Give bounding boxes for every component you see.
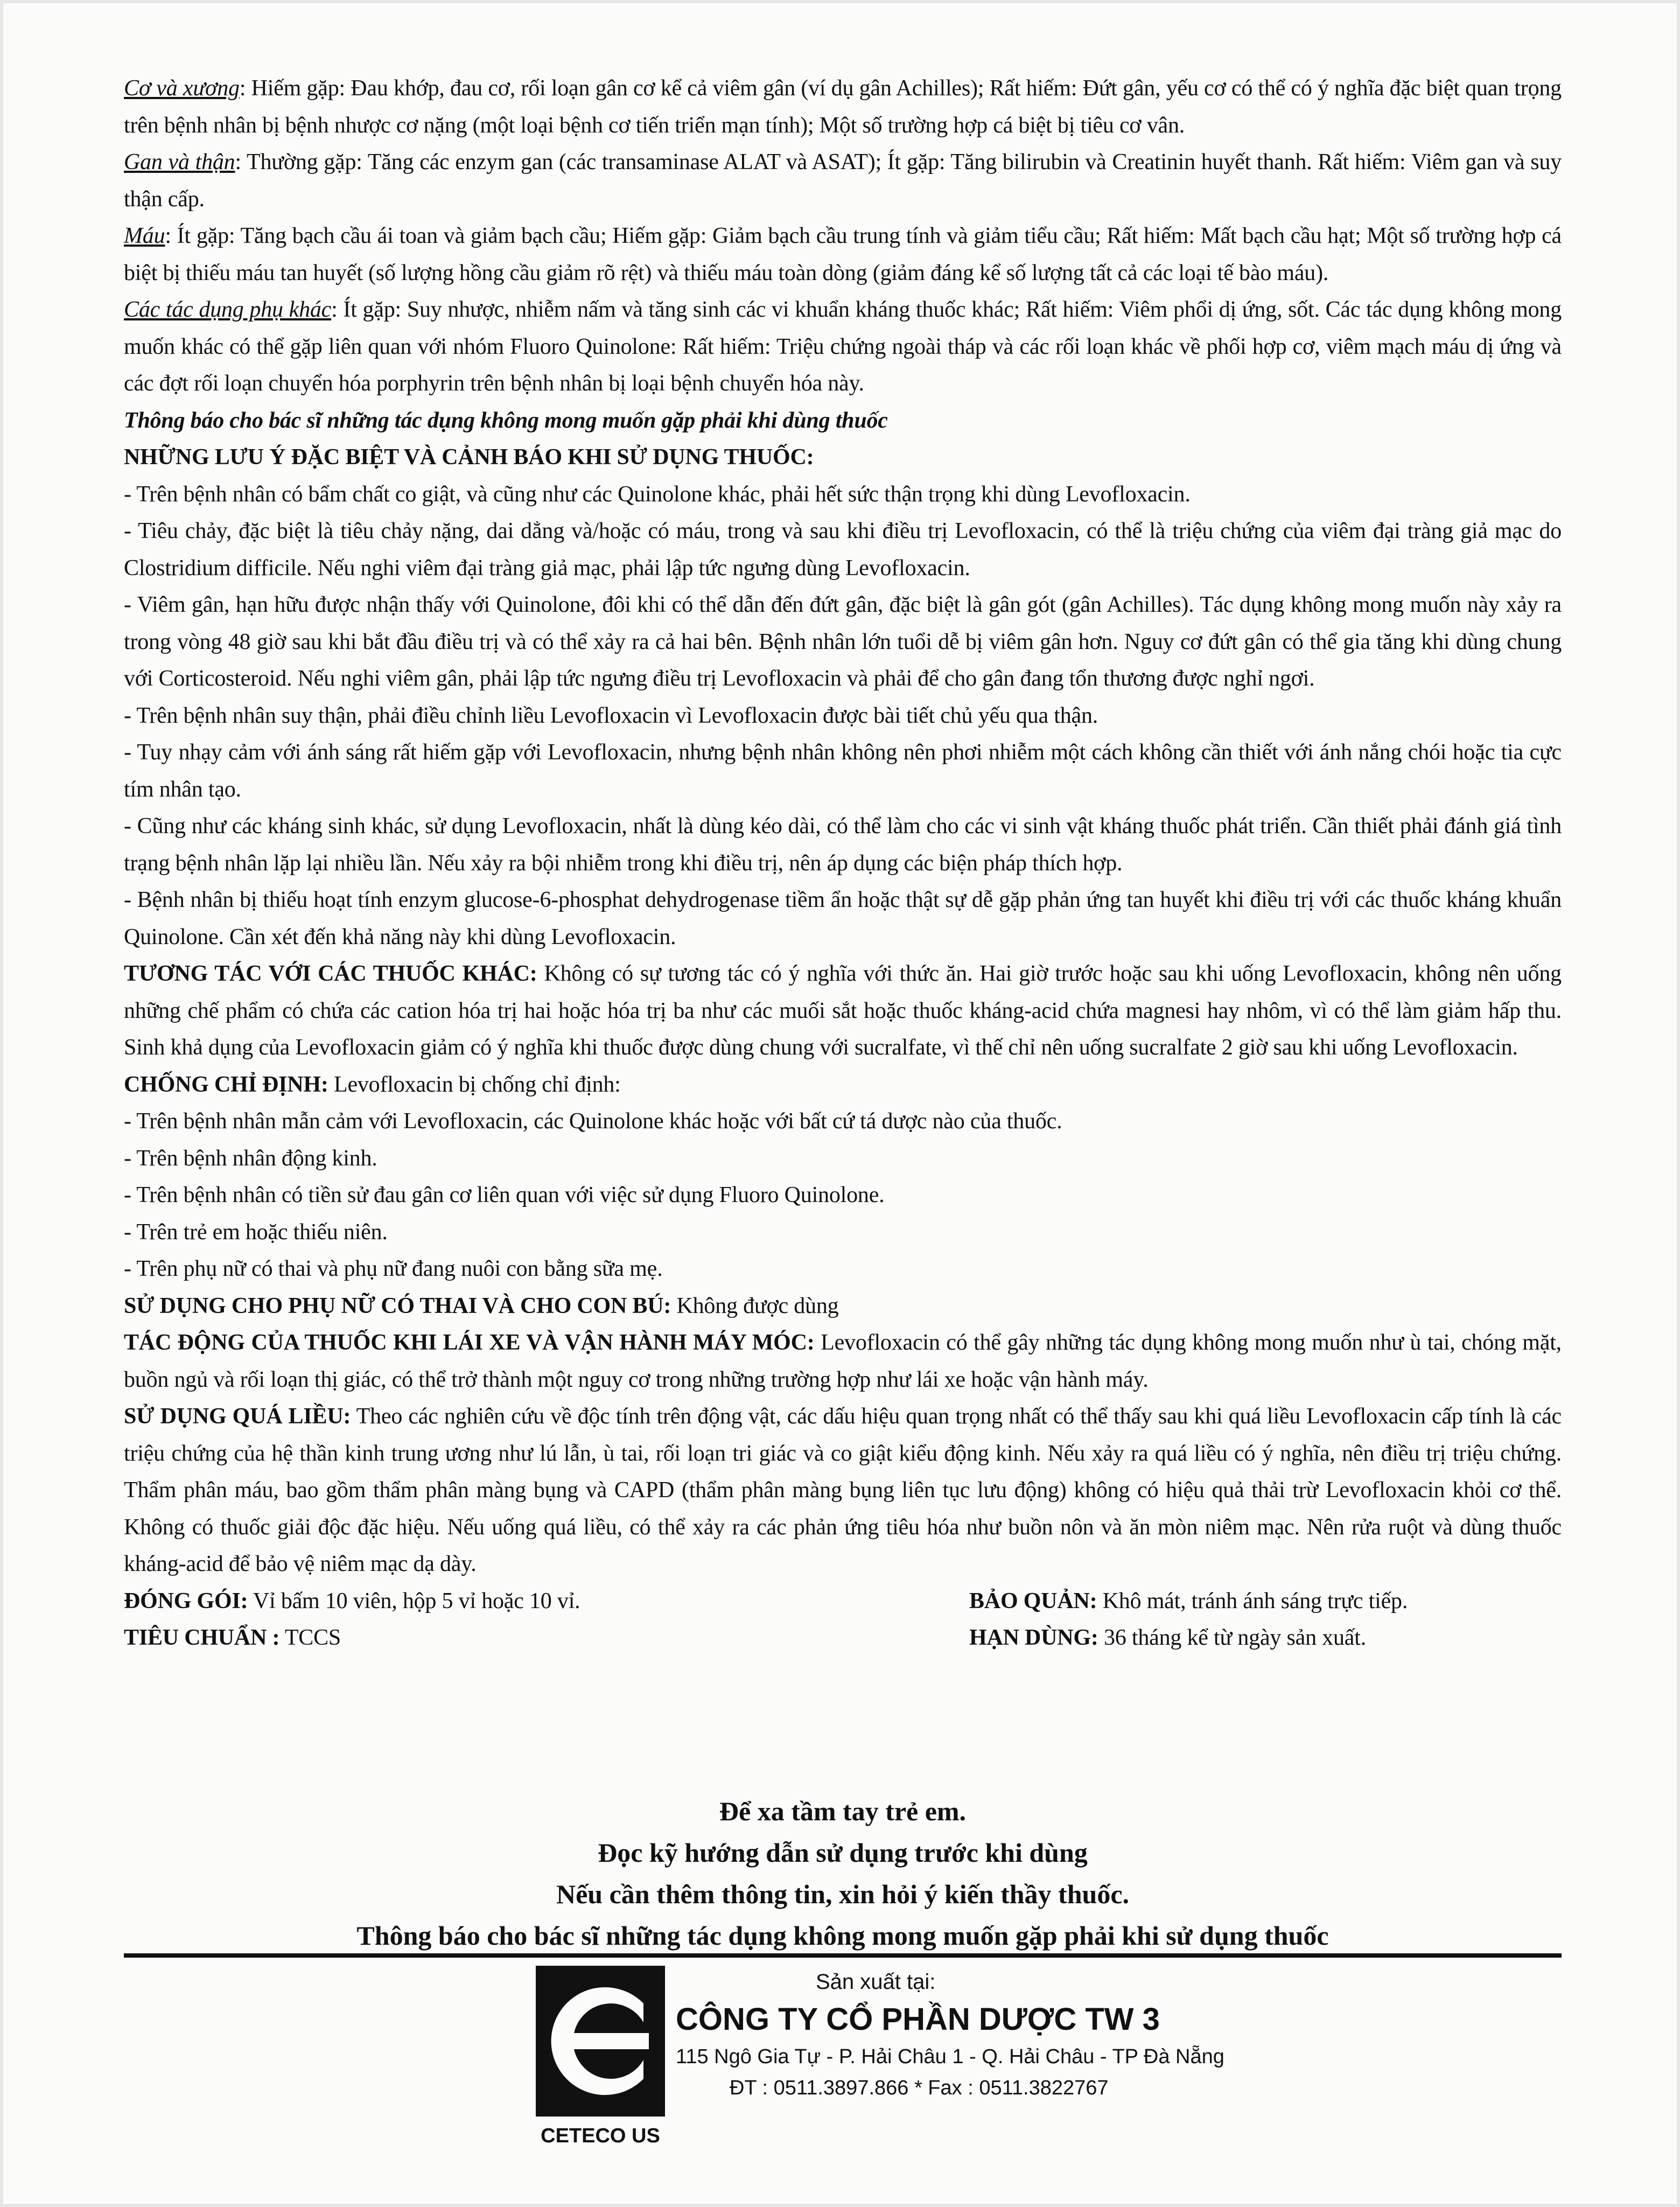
section-text: Levofloxacin bị chống chỉ định: xyxy=(328,1072,621,1097)
blood-paragraph xyxy=(124,218,1562,291)
standard xyxy=(124,1619,824,1657)
packaging-storage-row xyxy=(124,1583,1562,1620)
footer-note: Nếu cần thêm thông tin, xin hỏi ý kiến thầy thuốc. xyxy=(556,1879,1130,1909)
section-text: Vỉ bấm 10 viên, hộp 5 vỉ hoặc 10 vỉ. xyxy=(248,1588,580,1614)
contraindication-item: - Trên phụ nữ có thai và phụ nữ đang nuôi con bằng sữa mẹ. xyxy=(124,1256,663,1281)
other-effects-paragraph xyxy=(124,291,1562,402)
footer-note: Để xa tầm tay trẻ em. xyxy=(719,1796,967,1826)
leaflet-body xyxy=(124,70,1562,1657)
section-heading: TIÊU CHUẨN : xyxy=(124,1625,280,1650)
section-text: 36 tháng kể từ ngày sản xuất. xyxy=(1098,1625,1367,1650)
contraindications-paragraph xyxy=(124,1066,1562,1104)
section-text: : Hiếm gặp: Đau khớp, đau cơ, rối loạn gân cơ kể cả viêm gân (ví dụ gân Achilles); Rất hiếm: Đứt gân, yếu cơ có thể có ý nghĩa đặc biệt quan trọng trên bệnh nhân bị bệnh nhược cơ nặng (một loại bệnh cơ tiến triển mạn tính); Một số trường hợp cá biệt bị tiêu cơ vân. xyxy=(124,76,1562,138)
section-text: Khô mát, tránh ánh sáng trực tiếp. xyxy=(1097,1588,1408,1614)
expiry xyxy=(969,1619,1562,1657)
section-heading: TÁC ĐỘNG CỦA THUỐC KHI LÁI XE VÀ VẬN HÀNH MÁY MÓC: xyxy=(124,1330,815,1355)
section-text: Levofloxacin có thể gây những tác dụng không mong muốn như ù tai, chóng mặt, buồn ngủ và rối loạn thị giác, có thể trở thành một nguy cơ trong những trường hợp như lái xe hoặc vận hành máy. xyxy=(124,1330,1562,1392)
musculoskeletal-paragraph xyxy=(124,70,1562,144)
contraindication-item: - Trên bệnh nhân mẫn cảm với Levofloxacin, các Quinolone khác hoặc với bất cứ tá dược nào của thuốc. xyxy=(124,1109,1062,1134)
warnings-heading: NHỮNG LƯU Ý ĐẶC BIỆT VÀ CẢNH BÁO KHI SỬ DỤNG THUỐC: xyxy=(124,445,814,470)
section-heading: CHỐNG CHỈ ĐỊNH: xyxy=(124,1072,328,1097)
pregnancy-paragraph xyxy=(124,1288,1562,1325)
section-text: Không được dùng xyxy=(671,1293,839,1318)
warning-item: - Trên bệnh nhân suy thận, phải điều chỉnh liều Levofloxacin vì Levofloxacin được bài tiết chủ yếu qua thận. xyxy=(124,703,1098,728)
section-heading: Máu xyxy=(124,224,165,248)
warning-item: - Trên bệnh nhân có bẩm chất co giật, và cũng như các Quinolone khác, phải hết sức thận trọng khi dùng Levofloxacin. xyxy=(124,481,1191,507)
section-heading: SỬ DỤNG CHO PHỤ NỮ CÓ THAI VÀ CHO CON BÚ: xyxy=(124,1293,671,1318)
manufacturer-label: Sản xuất tại: xyxy=(816,1970,936,1994)
section-heading: HẠN DÙNG: xyxy=(969,1625,1098,1650)
divider-rule xyxy=(124,1953,1562,1958)
section-heading: Các tác dụng phụ khác xyxy=(124,297,332,322)
footer-note: Đọc kỹ hướng dẫn sử dụng trước khi dùng xyxy=(598,1838,1088,1868)
company-address: 115 Ngô Gia Tự - P. Hải Châu 1 - Q. Hải Châu - TP Đà Nẵng xyxy=(676,2045,1224,2068)
section-text: : Thường gặp: Tăng các enzym gan (các transaminase ALAT và ASAT); Ít gặp: Tăng bilirubin và Creatinin huyết thanh. Rất hiếm: Viêm gan và suy thận cấp. xyxy=(124,150,1562,212)
section-heading: BẢO QUẢN: xyxy=(969,1588,1097,1614)
interactions-paragraph xyxy=(124,955,1562,1066)
section-heading: ĐÓNG GÓI: xyxy=(124,1588,248,1614)
footer-notes xyxy=(124,1791,1562,1957)
section-text: Không có sự tương tác có ý nghĩa với thức ăn. Hai giờ trước hoặc sau khi uống Levofloxacin, không nên uống những chế phẩm có chứa các cation hóa trị hai hoặc hóa trị ba như các muối sắt hoặc thuốc kháng-acid chứa magnesi hay nhôm, vì có thể làm giảm hấp thu. Sinh khả dụng của Levofloxacin giảm có ý nghĩa khi thuốc được dùng chung với sucralfate, vì thế chỉ nên uống sucralfate 2 giờ sau khi uống Levofloxacin. xyxy=(124,961,1562,1060)
footer-note: Thông báo cho bác sĩ những tác dụng không mong muốn gặp phải khi sử dụng thuốc xyxy=(356,1920,1329,1951)
packaging xyxy=(124,1583,824,1620)
section-heading: TƯƠNG TÁC VỚI CÁC THUỐC KHÁC: xyxy=(124,961,537,986)
warning-item: - Tuy nhạy cảm với ánh sáng rất hiếm gặp với Levofloxacin, nhưng bệnh nhân không nên phơi nhiễm một cách không cần thiết với ánh nắng chói hoặc tia cực tím nhân tạo. xyxy=(124,740,1562,802)
section-heading: Cơ và xương xyxy=(124,76,240,101)
contraindication-item: - Trên bệnh nhân có tiền sử đau gân cơ liên quan với việc sử dụng Fluoro Quinolone. xyxy=(124,1183,885,1207)
warning-item: - Viêm gân, hạn hữu được nhận thấy với Quinolone, đôi khi có thể dẫn đến đứt gân, đặc biệt là gân gót (gân Achilles). Tác dụng không mong muốn này xảy ra trong vòng 48 giờ sau khi bắt đầu điều trị và có thể xảy ra cả hai bên. Bệnh nhân lớn tuổi dễ bị viêm gân hơn. Nguy cơ đứt gân có thể gia tăng khi dùng chung với Corticosteroid. Nếu nghi viêm gân, phải lập tức ngưng điều trị Levofloxacin và phải để cho gân đang tổn thương được nghỉ ngơi. xyxy=(124,592,1562,691)
section-text: : Ít gặp: Tăng bạch cầu ái toan và giảm bạch cầu; Hiếm gặp: Giảm bạch cầu trung tính và giảm tiểu cầu; Rất hiếm: Mất bạch cầu hạt; Một số trường hợp cá biệt bị thiếu máu tan huyết (số lượng hồng cầu giảm rõ rệt) và thiếu máu toàn dòng (giảm đáng kể số lượng tất cả các loại tế bào máu). xyxy=(124,224,1562,285)
section-text: Theo các nghiên cứu về độc tính trên động vật, các dấu hiệu quan trọng nhất có thể thấy sau khi quá liều Levofloxacin cấp tính là các triệu chứng của hệ thần kinh trung ương như lú lẫn, ù tai, rối loạn tri giác và co giật kiểu động kinh. Nếu xảy ra quá liều có ý nghĩa, nên điều trị triệu chứng. Thẩm phân máu, bao gồm thẩm phân màng bụng và CAPD (thẩm phân màng bụng liên tục lưu động) không có hiệu quả thải trừ Levofloxacin khỏi cơ thể. Không có thuốc giải độc đặc hiệu. Nếu uống quá liều, có thể xảy ra các phản ứng tiêu hóa như buồn nôn và ăn mòn niêm mạc. Nên rửa ruột và dùng thuốc kháng-acid để bảo vệ niêm mạc dạ dày. xyxy=(124,1404,1562,1576)
company-name: CÔNG TY CỔ PHẦN DƯỢC TW 3 xyxy=(676,2002,1160,2037)
liver-kidney-paragraph xyxy=(124,144,1562,218)
storage xyxy=(969,1583,1562,1620)
warning-item: - Tiêu chảy, đặc biệt là tiêu chảy nặng, dai dẳng và/hoặc có máu, trong và sau khi điều trị Levofloxacin, có thể là triệu chứng của viêm đại tràng giả mạc do Clostridium difficile. Nếu nghi viêm đại tràng giả mạc, phải lập tức ngưng dùng Levofloxacin. xyxy=(124,519,1562,581)
logo-caption: CETECO US xyxy=(541,2125,660,2147)
standard-expiry-row xyxy=(124,1619,1562,1657)
driving-paragraph xyxy=(124,1324,1562,1398)
section-heading: SỬ DỤNG QUÁ LIỀU: xyxy=(124,1404,351,1429)
manufacturer-block xyxy=(676,1966,1268,2104)
company-logo-icon xyxy=(536,1966,665,2117)
company-phone: ĐT : 0511.3897.866 * Fax : 0511.3822767 xyxy=(730,2077,1109,2099)
contraindication-item: - Trên bệnh nhân động kinh. xyxy=(124,1146,377,1171)
warning-item: - Bệnh nhân bị thiếu hoạt tính enzym glucose-6-phosphat dehydrogenase tiềm ẩn hoặc thật sự dễ gặp phản ứng tan huyết khi điều trị với các thuốc kháng khuẩn Quinolone. Cần xét đến khả năng này khi dùng Levofloxacin. xyxy=(124,888,1562,949)
section-text: TCCS xyxy=(279,1625,341,1650)
warning-item: - Cũng như các kháng sinh khác, sử dụng Levofloxacin, nhất là dùng kéo dài, có thể làm cho các vi sinh vật kháng thuốc phát triển. Cần thiết phải đánh giá tình trạng bệnh nhân lặp lại nhiều lần. Nếu xảy ra bội nhiễm trong khi điều trị, nên áp dụng các biện pháp thích hợp. xyxy=(124,814,1562,876)
adverse-notice: Thông báo cho bác sĩ những tác dụng không mong muốn gặp phải khi dùng thuốc xyxy=(124,408,888,433)
contraindication-item: - Trên trẻ em hoặc thiếu niên. xyxy=(124,1219,388,1245)
section-heading: Gan và thận xyxy=(124,150,235,174)
section-text: : Ít gặp: Suy nhược, nhiễm nấm và tăng sinh các vi khuẩn kháng thuốc khác; Rất hiếm: Viêm phổi dị ứng, sốt. Các tác dụng không mong muốn khác có thể gặp liên quan với nhóm Fluoro Quinolone: Rất hiếm: Triệu chứng ngoài tháp và các rối loạn khác về phối hợp cơ, viêm mạch máu dị ứng và các đợt rối loạn chuyển hóa porphyrin trên bệnh nhân bị loại bệnh chuyển hóa này. xyxy=(124,297,1562,396)
overdose-paragraph xyxy=(124,1398,1562,1583)
